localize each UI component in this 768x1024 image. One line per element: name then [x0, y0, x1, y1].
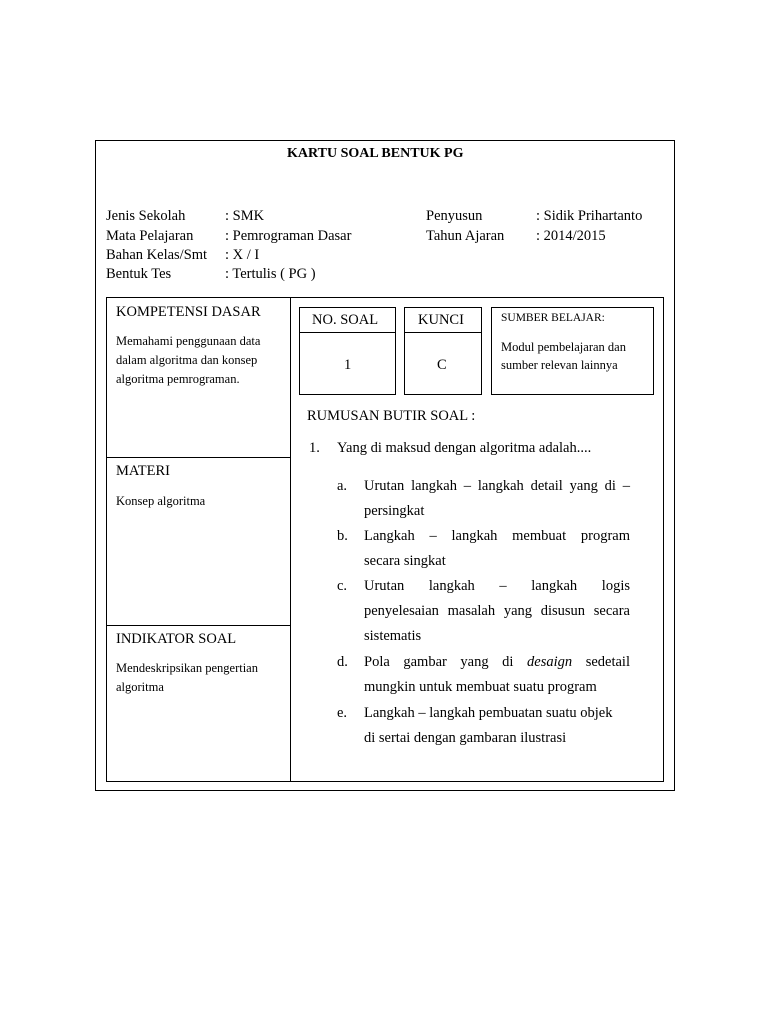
option-d-letter: d.	[337, 654, 348, 670]
option-e-letter: e.	[337, 705, 348, 721]
mata-pelajaran-label: Mata Pelajaran	[106, 228, 194, 244]
indikator-line-2: algoritma	[116, 680, 164, 694]
kunci-divider	[405, 332, 481, 333]
no-soal-divider	[300, 332, 395, 333]
bahan-kelas-label: Bahan Kelas/Smt	[106, 247, 208, 263]
row-divider-indikator	[106, 625, 291, 626]
option-c-line-3: sistematis	[364, 628, 422, 644]
kunci-heading: KUNCI	[418, 312, 464, 328]
option-d-text-italic: desaign	[527, 654, 573, 670]
option-a-line-1: Urutan langkah – langkah detail yang di –	[364, 478, 630, 494]
sumber-belajar-heading: SUMBER BELAJAR:	[501, 312, 605, 324]
option-c-line-2: penyelesaian masalah yang disusun secara	[364, 603, 630, 619]
kompetensi-line-2: dalam algoritma dan konsep	[116, 353, 258, 367]
mata-pelajaran-value: : Pemrograman Dasar	[225, 228, 352, 244]
kompetensi-dasar-heading: KOMPETENSI DASAR	[116, 304, 261, 320]
question-number: 1.	[309, 440, 320, 456]
column-divider	[290, 297, 291, 782]
option-d-text-pre: Pola gambar yang di	[364, 654, 528, 670]
bentuk-tes-value: : Tertulis ( PG )	[225, 266, 316, 282]
row-divider-materi	[106, 457, 291, 458]
indikator-soal-heading: INDIKATOR SOAL	[116, 631, 237, 647]
option-d-line-1	[364, 655, 630, 670]
sumber-line-2: sumber relevan lainnya	[501, 358, 618, 372]
jenis-sekolah-value: : SMK	[225, 208, 265, 224]
jenis-sekolah-label: Jenis Sekolah	[106, 208, 186, 224]
rumusan-heading: RUMUSAN BUTIR SOAL :	[307, 408, 476, 424]
page-title: KARTU SOAL BENTUK PG	[287, 146, 464, 161]
option-b-line-1: Langkah – langkah membuat program	[364, 528, 630, 544]
no-soal-value: 1	[344, 357, 352, 373]
question-text: Yang di maksud dengan algoritma adalah....	[337, 440, 592, 456]
option-c-letter: c.	[337, 578, 348, 594]
sumber-line-1: Modul pembelajaran dan	[501, 340, 626, 354]
tahun-ajaran-label: Tahun Ajaran	[426, 228, 505, 244]
bahan-kelas-value: : X / I	[225, 247, 260, 263]
option-a-letter: a.	[337, 478, 348, 494]
penyusun-label: Penyusun	[426, 208, 483, 224]
option-d-line-2: mungkin untuk membuat suatu program	[364, 679, 597, 695]
kunci-value: C	[437, 357, 447, 373]
option-e-line-1: Langkah – langkah pembuatan suatu objek	[364, 705, 613, 721]
option-b-letter: b.	[337, 528, 348, 544]
penyusun-value: : Sidik Prihartanto	[536, 208, 643, 224]
bentuk-tes-label: Bentuk Tes	[106, 266, 172, 282]
option-a-line-2: persingkat	[364, 503, 425, 519]
no-soal-heading: NO. SOAL	[312, 312, 379, 328]
option-c-line-1: Urutan langkah – langkah logis	[364, 578, 630, 594]
option-d-text-post: sedetail	[572, 654, 630, 670]
tahun-ajaran-value: : 2014/2015	[536, 228, 606, 244]
indikator-line-1: Mendeskripsikan pengertian	[116, 661, 258, 675]
kompetensi-line-3: algoritma pemrograman.	[116, 372, 240, 386]
kompetensi-line-1: Memahami penggunaan data	[116, 334, 261, 348]
option-e-line-2: di sertai dengan gambaran ilustrasi	[364, 730, 567, 746]
materi-heading: MATERI	[116, 463, 170, 479]
option-b-line-2: secara singkat	[364, 553, 446, 569]
materi-text: Konsep algoritma	[116, 494, 206, 508]
